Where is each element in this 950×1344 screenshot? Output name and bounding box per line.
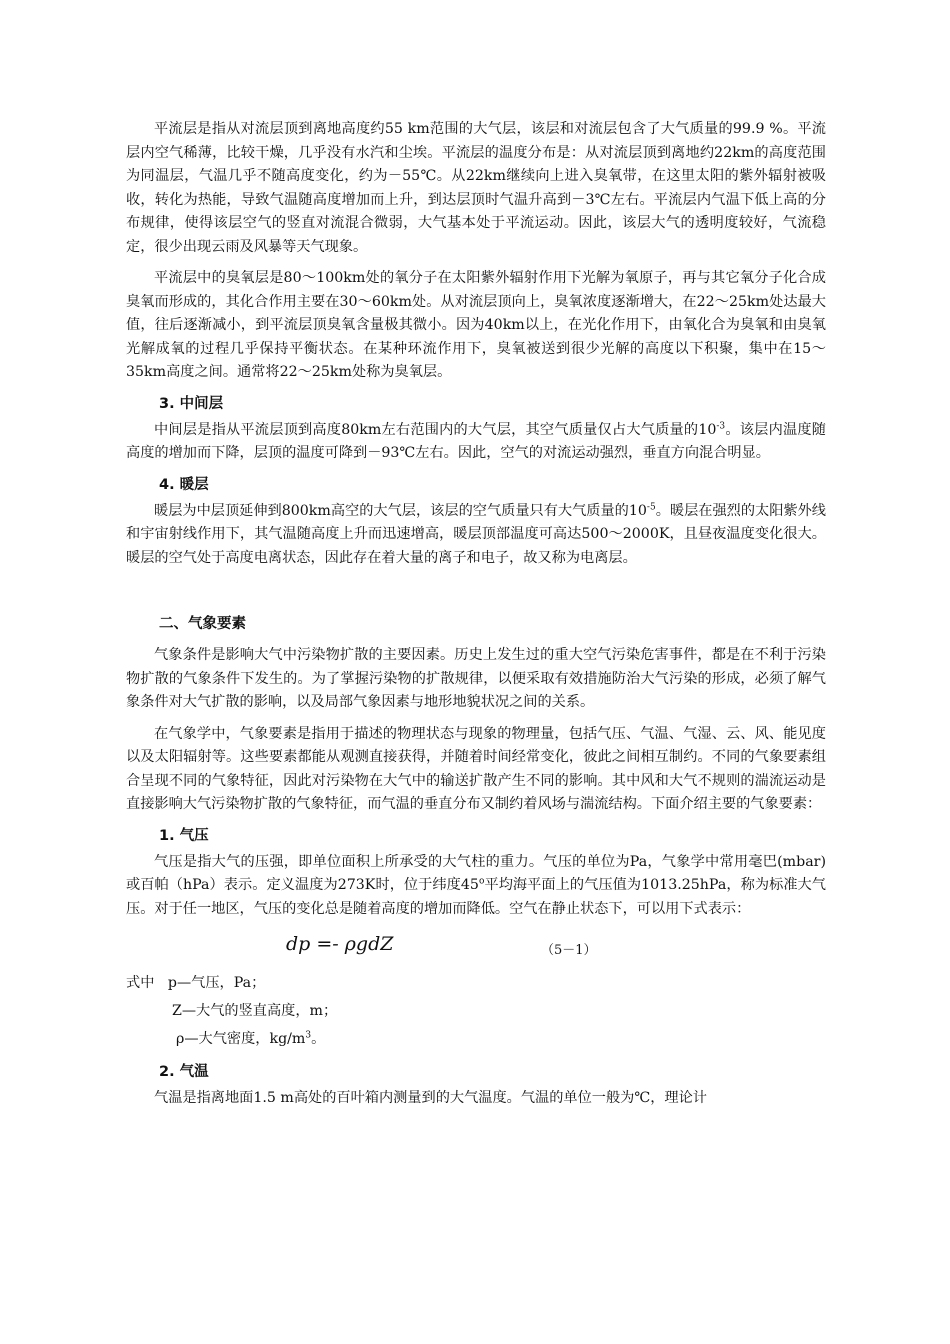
mesosphere-text-a: 中间层是指从平流层顶到高度80km左右范围内的大气层，其空气质量仅占大气质量的10 — [154, 421, 717, 438]
variable-definitions — [126, 969, 826, 1053]
heading-air-temperature: 2. 气温 — [159, 1064, 209, 1080]
section-heading-meteorological-elements: 二、气象要素 — [159, 616, 246, 632]
paragraph-meteorological-elements: 在气象学中，气象要素是指用于描述的物理状态与现象的物理量，包括气压、气温、气湿、云、风、能见度以及太阳辐射等。这些要素都能从观测直接获得，并随着时间经常变化，彼此之间相互制约。不同的气象要素组合呈现不同的气象特征，因此对污染物在大气中的输送扩散产生不同的影响。其中风和大气不规则的湍流运动是直接影响大气污染物扩散的气象特征，而气温的垂直分布又制约着风场与湍流结构。下面介绍主要的气象要素： — [126, 725, 826, 812]
paragraph-air-pressure — [126, 851, 826, 922]
paragraph-thermosphere — [126, 500, 826, 571]
equation-5-1 — [126, 929, 826, 969]
equation-expression: dp =- ρgdZ — [286, 933, 394, 955]
pressure-text-b: 平均海平面上的气压值为1013.25hPa，称为标准大气压。对于任一地区，气压的变化总是随着高度的增加而降低。空气在静止状态下，可以用下式表示： — [126, 877, 826, 917]
paragraph-ozone-layer: 平流层中的臭氧层是80～100km处的氧分子在太阳紫外辐射作用下光解为氧原子，再与其它氧分子化合成臭氧而形成的，其化合作用主要在30～60km处。从对流层顶向上，臭氧浓度逐渐增大，在22～25km处达最大值，往后逐渐减小，到平流层顶臭氧含量极其微小。因为40km以上，在光化作用下，由氧化合为臭氧和由臭氧光解成氧的过程几乎保持平衡状态。在某种环流作用下，臭氧被送到很少光解的高度以下积聚，集中在15～35km高度之间。通常将22～25km处称为臭氧层。 — [126, 270, 826, 380]
paragraph-mesosphere — [126, 419, 826, 466]
heading-mesosphere: 3. 中间层 — [159, 395, 224, 412]
definition-z: Z—大气的竖直高度，m； — [172, 1003, 338, 1019]
document-page — [126, 118, 826, 1111]
definition-p: 式中 p—气压，Pa； — [126, 975, 266, 991]
mesosphere-text-b: 。该层内温度随高度的增加而下降，层顶的温度可降到－93℃左右。因此，空气的对流运动强烈，垂直方向混合明显。 — [126, 421, 826, 461]
mesosphere-exponent: -3 — [716, 420, 726, 431]
rho-text-b: 。 — [311, 1031, 326, 1047]
paragraph-meteorological-conditions: 气象条件是影响大气中污染物扩散的主要因素。历史上发生过的重大空气污染危害事件，都是在不利于污染物扩散的气象条件下发生的。为了掌握污染物的扩散规律，以便采取有效措施防治大气污染的形成，必须了解气象条件对大气扩散的影响，以及局部气象因素与地形地貌状况之间的关系。 — [126, 647, 826, 710]
thermosphere-exponent: -5 — [646, 501, 656, 512]
rho-text-a: ρ—大气密度，kg/m — [176, 1031, 306, 1047]
heading-air-pressure: 1. 气压 — [159, 827, 209, 844]
latitude-degree-mark: o — [478, 876, 485, 887]
rho-unit-exponent: 3 — [305, 1030, 312, 1041]
paragraph-air-temperature: 气温是指离地面1.5 m高处的百叶箱内测量到的大气温度。气温的单位一般为℃，理论计 — [154, 1090, 707, 1106]
thermosphere-text-a: 暖层为中层顶延伸到800km高空的大气层，该层的空气质量只有大气质量的10 — [154, 502, 647, 519]
thermosphere-text-b: 。暖层在强烈的太阳紫外线和宇宙射线作用下，其气温随高度上升而迅速增高，暖层顶部温度可高达500～2000K，且昼夜温度变化很大。暖层的空气处于高度电离状态，因此存在着大量的离子和电子，故又称为电离层。 — [126, 502, 826, 566]
definition-rho — [126, 1025, 826, 1053]
paragraph-stratosphere: 平流层是指从对流层顶到离地高度约55 km范围的大气层，该层和对流层包含了大气质量的99.9 %。平流层内空气稀薄，比较干燥，几乎没有水汽和尘埃。平流层的温度分布是：从对流层顶到离地约22km的高度范围为同温层，气温几乎不随高度变化，约为－55℃。从22km继续向上进入臭氧带，在这里太阳的紫外辐射被吸收，转化为热能，导致气温随高度增加而上升，到达层顶时气温升高到－3℃左右。平流层内气温下低上高的分布规律，使得该层空气的竖直对流混合微弱，大气基本处于平流运动。因此，该层大气的透明度较好，气流稳定，很少出现云雨及风暴等天气现象。 — [126, 121, 826, 255]
pressure-text-a: 气压是指大气的压强，即单位面积上所承受的大气柱的重力。气压的单位为Pa，气象学中常用毫巴(mbar)或百帕（hPa）表示。定义温度为273K时，位于纬度45 — [126, 853, 826, 893]
heading-thermosphere: 4. 暖层 — [159, 476, 209, 493]
equation-number: （5－1） — [541, 943, 597, 958]
